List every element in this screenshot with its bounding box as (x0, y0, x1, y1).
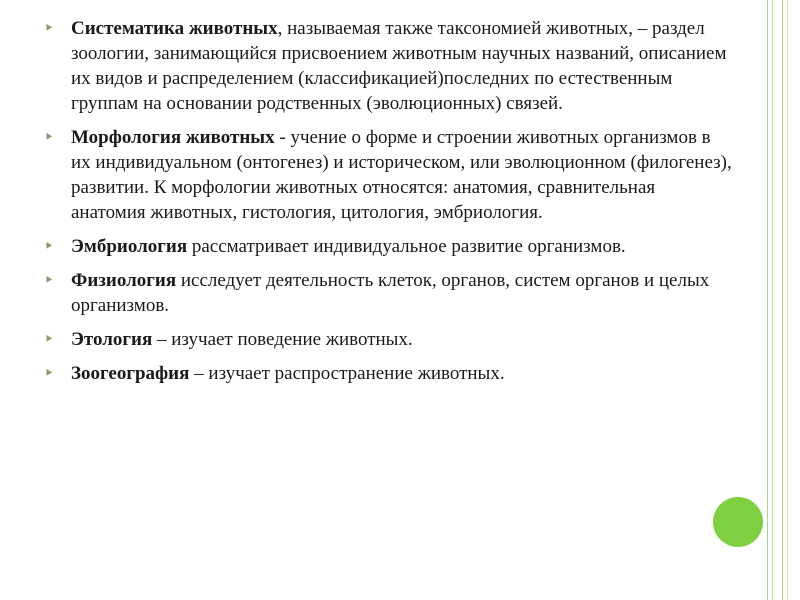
list-item (44, 234, 734, 259)
list-item (44, 16, 734, 116)
item-term: Эмбриология (71, 236, 188, 257)
list-item (44, 268, 734, 318)
item-term: Морфология животных (71, 127, 275, 148)
item-text: , называемая также таксономией животных, – раздел зоологии, занимающийся присвоением животным научных названий, описанием их видов и распределением (классификацией)последних по естественным группам на основании родственных (эволюционных) связей. (71, 18, 727, 114)
decorative-line (767, 0, 768, 600)
decorative-circle (713, 497, 763, 547)
decorative-line (787, 0, 788, 600)
item-term: Физиология (71, 270, 177, 291)
decorative-line (772, 0, 773, 600)
decorative-line (782, 0, 783, 600)
item-term: Систематика животных (71, 18, 278, 39)
bullet-list (44, 16, 734, 395)
pennant-bullet-icon: ⯈ (44, 366, 54, 380)
item-text: рассматривает индивидуальное развитие организмов. (187, 236, 626, 257)
item-term: Этология (71, 329, 153, 350)
pennant-bullet-icon: ⯈ (44, 332, 54, 346)
pennant-bullet-icon: ⯈ (44, 21, 54, 35)
list-item (44, 125, 734, 225)
item-text: - учение о форме и строении животных организмов в их индивидуальном (онтогенез) и историческом, или эволюционном (филогенез), развитии. К морфологии животных относятся: анатомия, сравнительная анатомия животных, гистология, цитология, эмбриология. (71, 127, 732, 223)
list-item (44, 361, 734, 386)
pennant-bullet-icon: ⯈ (44, 273, 54, 287)
item-text: – изучает поведение животных. (152, 329, 413, 350)
item-text: исследует деятельность клеток, органов, систем органов и целых организмов. (71, 270, 710, 316)
pennant-bullet-icon: ⯈ (44, 239, 54, 253)
item-term: Зоогеография (71, 363, 190, 384)
pennant-bullet-icon: ⯈ (44, 130, 54, 144)
item-text: – изучает распространение животных. (189, 363, 505, 384)
list-item (44, 327, 734, 352)
